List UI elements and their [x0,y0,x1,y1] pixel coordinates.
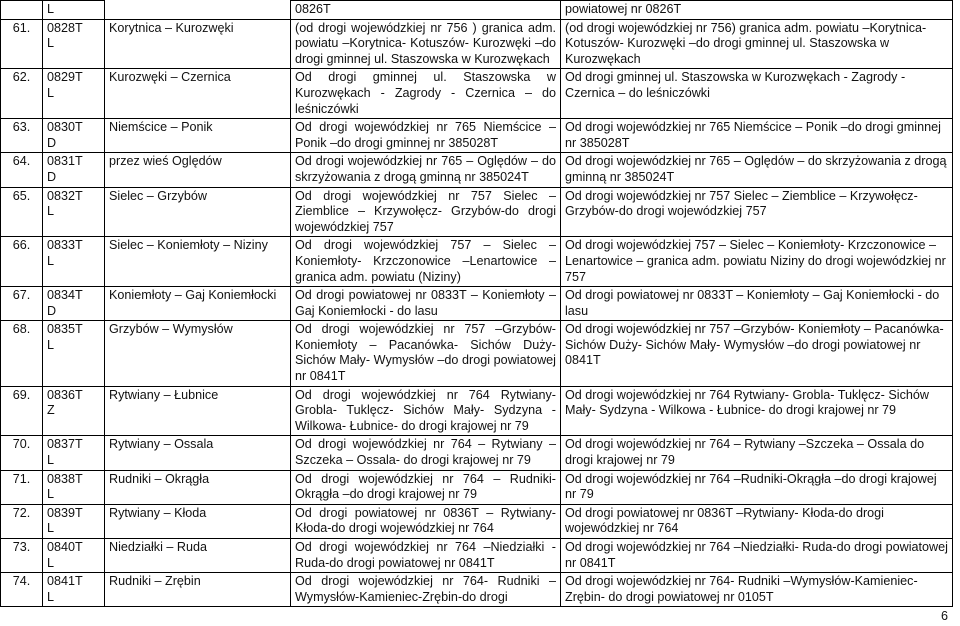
description-cell: 0826T [291,1,561,20]
route-full-description-cell: (od drogi wojewódzkiej nr 756) granica adm. powiatu –Korytnica- Kotuszów- Kurozwęki –do drogi gminnej ul. Staszowska w Kurozwękach [561,19,953,69]
table-row-continuation [1,1,953,20]
table-row [1,19,953,69]
lp-cell: 71. [1,470,43,504]
road-code-cell: 0841T L [43,573,105,607]
lp-cell: 69. [1,386,43,436]
route-description-cell: Od drogi powiatowej nr 0833T – Koniemłoty – Gaj Koniemłocki - do lasu [291,287,561,321]
lp-cell [1,1,43,20]
road-code-cell: 0831T D [43,153,105,187]
route-description-cell: Od drogi wojewódzkiej nr 764 – Rytwiany – Szczeka – Ossala- do drogi krajowej nr 79 [291,436,561,470]
road-name-cell: Rudniki – Zrębin [105,573,291,607]
route-description-cell: Od drogi wojewódzkiej nr 757 Sielec – Ziemblice – Krzywołęcz- Grzybów-do drogi wojewódzkiej 757 [291,187,561,237]
table-row [1,237,953,287]
table-row [1,573,953,607]
table-row [1,436,953,470]
road-name-cell: Rudniki – Okrągła [105,470,291,504]
route-full-description-cell: Od drogi wojewódzkiej nr 757 Sielec – Ziemblice – Krzywołęcz- Grzybów-do drogi wojewódzkiej 757 [561,187,953,237]
route-description-cell: Od drogi powiatowej nr 0836T – Rytwiany- Kłoda-do drogi wojewódzkiej nr 764 [291,504,561,538]
route-description-cell: Od drogi wojewódzkiej nr 764 – Rudniki- Okrągła –do drogi krajowej nr 79 [291,470,561,504]
route-description-cell: Od drogi wojewódzkiej nr 764- Rudniki – Wymysłów-Kamieniec-Zrębin-do drogi [291,573,561,607]
table-row [1,504,953,538]
route-description-cell: Od drogi wojewódzkiej nr 764 Rytwiany- Grobla- Tuklęcz- Sichów Mały- Sydzyna - Wilkowa- Łubnice- do drogi krajowej nr 79 [291,386,561,436]
route-full-description-cell: Od drogi powiatowej nr 0836T –Rytwiany- Kłoda-do drogi wojewódzkiej nr 764 [561,504,953,538]
route-description-cell: Od drogi gminnej ul. Staszowska w Kurozwękach - Zagrody - Czernica – do leśniczówki [291,69,561,119]
road-name-cell: Rytwiany – Kłoda [105,504,291,538]
road-name-cell: Rytwiany – Ossala [105,436,291,470]
table-row [1,539,953,573]
road-code-cell: 0840T L [43,539,105,573]
route-description-cell: Od drogi wojewódzkiej nr 765 – Oględów – do skrzyżowania z drogą gminną nr 385024T [291,153,561,187]
road-code-cell: 0838T L [43,470,105,504]
table-row [1,386,953,436]
road-name-cell: Rytwiany – Łubnice [105,386,291,436]
road-code-cell: 0837T L [43,436,105,470]
page-number: 6 [940,609,948,623]
road-name-cell: Niedziałki – Ruda [105,539,291,573]
route-full-description-cell: Od drogi wojewódzkiej nr 765 Niemścice – Ponik –do drogi gminnej nr 385028T [561,119,953,153]
lp-cell: 62. [1,69,43,119]
route-full-description-cell: Od drogi powiatowej nr 0833T – Koniemłoty – Gaj Koniemłocki - do lasu [561,287,953,321]
route-description-cell: (od drogi wojewódzkiej nr 756 ) granica adm. powiatu –Korytnica- Kotuszów- Kurozwęki –do drogi gminnej ul. Staszowska w Kurozwękach [291,19,561,69]
road-code-cell: L [43,1,105,20]
route-full-description-cell: Od drogi wojewódzkiej nr 764 –Niedziałki- Ruda-do drogi powiatowej nr 0841T [561,539,953,573]
table-row [1,69,953,119]
road-name-cell: Niemścice – Ponik [105,119,291,153]
route-full-description-cell: Od drogi wojewódzkiej 757 – Sielec – Koniemłoty- Krzczonowice – Lenartowice – granica adm. powiatu Niziny do drogi wojewódzkiej nr 757 [561,237,953,287]
table-row [1,321,953,386]
road-name-cell: Koniemłoty – Gaj Koniemłocki [105,287,291,321]
route-description-cell: Od drogi wojewódzkiej 757 – Sielec – Koniemłoty- Krzczonowice –Lenartowice – granica adm. powiatu (Niziny) [291,237,561,287]
table-row [1,119,953,153]
lp-cell: 72. [1,504,43,538]
lp-cell: 66. [1,237,43,287]
road-code-cell: 0834T D [43,287,105,321]
lp-cell: 67. [1,287,43,321]
road-name-cell: Sielec – Koniemłoty – Niziny [105,237,291,287]
lp-cell: 68. [1,321,43,386]
lp-cell: 64. [1,153,43,187]
table-row [1,287,953,321]
lp-cell: 61. [1,19,43,69]
route-description-cell: Od drogi wojewódzkiej nr 765 Niemścice – Ponik –do drogi gminnej nr 385028T [291,119,561,153]
route-description-cell: Od drogi wojewódzkiej nr 764 –Niedziałki - Ruda-do drogi powiatowej nr 0841T [291,539,561,573]
road-name-cell: Grzybów – Wymysłów [105,321,291,386]
road-name-cell: Korytnica – Kurozwęki [105,19,291,69]
full-description-cell: powiatowej nr 0826T [561,1,953,20]
road-code-cell: 0829T L [43,69,105,119]
roads-table-body [1,1,953,607]
road-name-cell: Sielec – Grzybów [105,187,291,237]
route-full-description-cell: Od drogi wojewódzkiej nr 764 Rytwiany- Grobla- Tuklęcz- Sichów Mały- Sydzyna - Wilkowa - Łubnice- do drogi krajowej nr 79 [561,386,953,436]
road-code-cell: 0828T L [43,19,105,69]
route-description-cell: Od drogi wojewódzkiej nr 757 –Grzybów- Koniemłoty – Pacanówka- Sichów Duży- Sichów Mały- Wymysłów –do drogi powiatowej nr 0841T [291,321,561,386]
route-full-description-cell: Od drogi gminnej ul. Staszowska w Kurozwękach - Zagrody - Czernica – do leśniczówki [561,69,953,119]
table-row [1,153,953,187]
route-full-description-cell: Od drogi wojewódzkiej nr 764 – Rytwiany –Szczeka – Ossala do drogi krajowej nr 79 [561,436,953,470]
road-code-cell: 0835T L [43,321,105,386]
lp-cell: 63. [1,119,43,153]
route-full-description-cell: Od drogi wojewódzkiej nr 757 –Grzybów- Koniemłoty – Pacanówka- Sichów Duży- Sichów Mały- Wymysłów –do drogi powiatowej nr 0841T [561,321,953,386]
road-name-cell: Kurozwęki – Czernica [105,69,291,119]
road-code-cell: 0830T D [43,119,105,153]
road-name-cell: przez wieś Oględów [105,153,291,187]
route-full-description-cell: Od drogi wojewódzkiej nr 765 – Oględów – do skrzyżowania z drogą gminną nr 385024T [561,153,953,187]
road-code-cell: 0832T L [43,187,105,237]
route-full-description-cell: Od drogi wojewódzkiej nr 764- Rudniki –Wymysłów-Kamieniec-Zrębin- do drogi powiatowej nr 0105T [561,573,953,607]
name-cell [105,1,291,20]
table-row [1,470,953,504]
route-full-description-cell: Od drogi wojewódzkiej nr 764 –Rudniki-Okrągła –do drogi krajowej nr 79 [561,470,953,504]
road-code-cell: 0836T Z [43,386,105,436]
table-row [1,187,953,237]
lp-cell: 74. [1,573,43,607]
road-code-cell: 0833T L [43,237,105,287]
road-code-cell: 0839T L [43,504,105,538]
lp-cell: 73. [1,539,43,573]
lp-cell: 65. [1,187,43,237]
lp-cell: 70. [1,436,43,470]
